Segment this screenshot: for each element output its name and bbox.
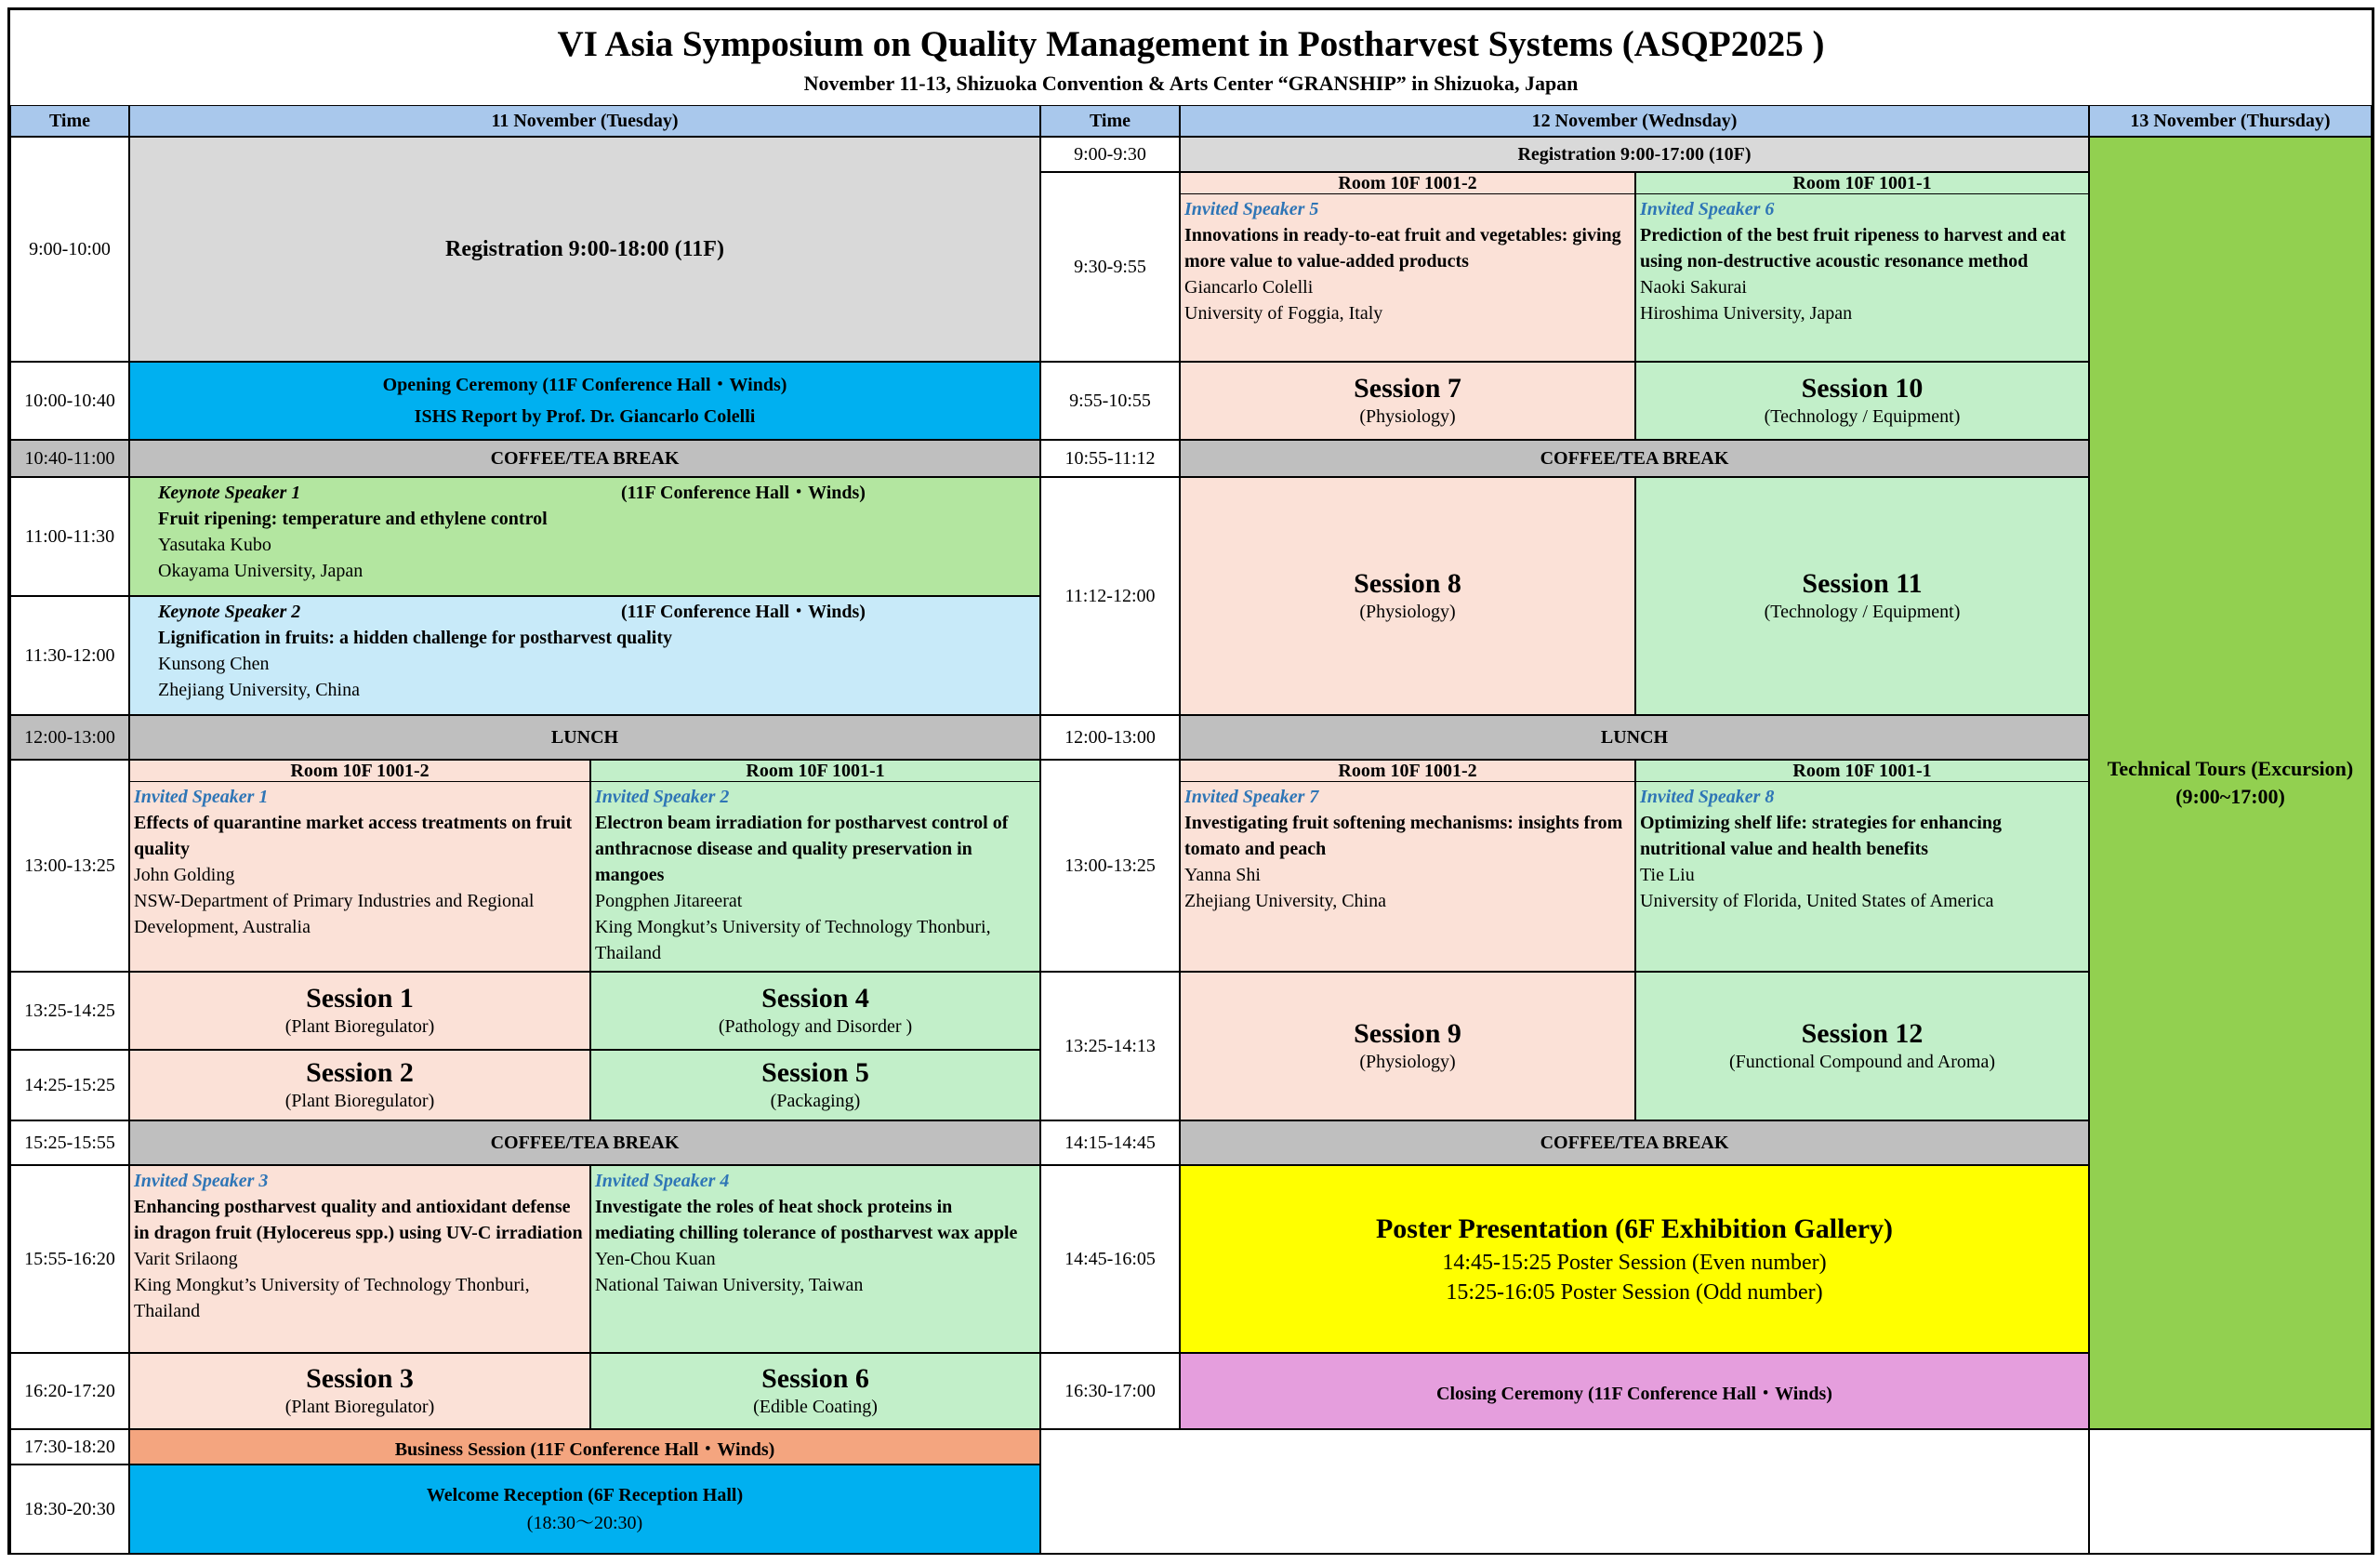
day1-coffee-break-1: COFFEE/TEA BREAK: [129, 440, 1040, 477]
time-slot: 14:45-16:05: [1040, 1165, 1180, 1353]
speaker-role: Invited Speaker 6: [1640, 199, 1775, 219]
time-column-header-day2: Time: [1040, 105, 1180, 137]
session-title: Session 10: [1801, 373, 1924, 404]
session-title: Session 9: [1354, 1018, 1461, 1049]
session-5: [590, 1050, 1040, 1120]
time-slot: 10:00-10:40: [10, 362, 129, 440]
time-slot: 11:30-12:00: [10, 596, 129, 715]
invited-speaker-7-cell: [1180, 760, 1635, 972]
poster-session-odd: 15:25-16:05 Poster Session (Odd number): [1446, 1280, 1823, 1305]
keynote-venue: (11F Conference Hall・Winds): [621, 483, 866, 503]
keynote-affiliation: Zhejiang University, China: [158, 680, 360, 700]
speaker-name: John Golding: [134, 865, 235, 885]
opening-ceremony-title: Opening Ceremony (11F Conference Hall・Winds): [382, 375, 787, 395]
keynote-name: Yasutaka Kubo: [158, 535, 271, 555]
speaker-talk: Enhancing postharvest quality and antioxidant defense in dragon fruit (Hylocereus spp.) using UV-C irradiation: [134, 1197, 583, 1243]
session-title: Session 4: [761, 983, 869, 1014]
keynote-role: Keynote Speaker 1: [158, 483, 301, 503]
invited-speaker-2-cell: [590, 760, 1040, 972]
time-slot: 9:30-9:55: [1040, 172, 1180, 362]
empty-cell: [2089, 1429, 2372, 1554]
session-topic: (Technology / Equipment): [1764, 406, 1961, 427]
time-slot: 15:25-15:55: [10, 1120, 129, 1165]
session-topic: (Plant Bioregulator): [284, 1091, 435, 1111]
session-title: Session 5: [761, 1057, 869, 1088]
speaker-role: Invited Speaker 3: [134, 1171, 269, 1191]
time-slot: 18:30-20:30: [10, 1465, 129, 1554]
poster-session-even: 14:45-15:25 Poster Session (Even number): [1442, 1251, 1827, 1275]
session-topic: (Edible Coating): [753, 1397, 878, 1417]
empty-cell: [1040, 1429, 2089, 1554]
room-label: Room 10F 1001-1: [1636, 761, 2088, 782]
session-topic: (Physiology): [1359, 1052, 1456, 1072]
session-12: [1635, 972, 2089, 1120]
day1-coffee-break-2: COFFEE/TEA BREAK: [129, 1120, 1040, 1165]
invited-speaker-8-cell: [1635, 760, 2089, 972]
session-topic: (Plant Bioregulator): [284, 1397, 435, 1417]
speaker-role: Invited Speaker 2: [595, 787, 730, 807]
time-slot: 10:55-11:12: [1040, 440, 1180, 477]
speaker-talk: Investigating fruit softening mechanisms: insights from tomato and peach: [1184, 813, 1623, 859]
session-7: [1180, 362, 1635, 440]
page-title: VI Asia Symposium on Quality Management in Postharvest Systems (ASQP2025 ): [557, 24, 1825, 64]
session-2: [129, 1050, 590, 1120]
speaker-name: Varit Srilaong: [134, 1249, 238, 1269]
session-title: Session 2: [306, 1057, 414, 1088]
technical-tours-title: Technical Tours (Excursion): [2107, 757, 2354, 780]
session-topic: (Functional Compound and Aroma): [1728, 1052, 1996, 1072]
invited-speaker-1-cell: [129, 760, 590, 972]
speaker-talk: Innovations in ready-to-eat fruit and vegetables: giving more value to value-added products: [1184, 225, 1621, 272]
time-slot: 10:40-11:00: [10, 440, 129, 477]
speaker-talk: Effects of quarantine market access treatments on fruit quality: [134, 813, 573, 859]
day2-coffee-break-2: COFFEE/TEA BREAK: [1180, 1120, 2089, 1165]
speaker-name: Yen-Chou Kuan: [595, 1249, 716, 1269]
room-label: Room 10F 1001-2: [1181, 761, 1634, 782]
day1-registration: Registration 9:00-18:00 (11F): [129, 137, 1040, 362]
keynote-venue: (11F Conference Hall・Winds): [621, 602, 866, 622]
day1-header: 11 November (Tuesday): [129, 105, 1040, 137]
poster-presentation: [1180, 1165, 2089, 1353]
invited-speaker-3-cell: [129, 1165, 590, 1353]
speaker-talk: Prediction of the best fruit ripeness to harvest and eat using non-destructive acoustic resonance method: [1640, 225, 2066, 272]
invited-speaker-4-cell: [590, 1165, 1040, 1353]
speaker-role: Invited Speaker 1: [134, 787, 269, 807]
session-topic: (Plant Bioregulator): [284, 1016, 435, 1037]
welcome-reception: [129, 1465, 1040, 1554]
speaker-affiliation: King Mongkut’s University of Technology Thonburi, Thailand: [134, 1275, 530, 1321]
speaker-affiliation: NSW-Department of Primary Industries and Regional Development, Australia: [134, 891, 535, 937]
session-topic: (Technology / Equipment): [1764, 602, 1961, 622]
session-title: Session 12: [1801, 1018, 1924, 1049]
ishs-report: ISHS Report by Prof. Dr. Giancarlo Colelli: [414, 406, 756, 427]
closing-ceremony: Closing Ceremony (11F Conference Hall・Winds): [1180, 1353, 2089, 1429]
speaker-role: Invited Speaker 4: [595, 1171, 730, 1191]
room-label: Room 10F 1001-1: [591, 761, 1039, 782]
session-title: Session 3: [306, 1363, 414, 1394]
session-3: [129, 1353, 590, 1429]
session-topic: (Packaging): [770, 1091, 861, 1111]
session-title: Session 1: [306, 983, 414, 1014]
schedule-header: [10, 10, 2372, 105]
technical-tours-time: (9:00~17:00): [2175, 785, 2285, 808]
day1-lunch: LUNCH: [129, 715, 1040, 760]
time-slot: 9:00-10:00: [10, 137, 129, 362]
invited-speaker-6-cell: [1635, 172, 2089, 362]
session-9: [1180, 972, 1635, 1120]
session-title: Session 11: [1802, 568, 1923, 599]
session-title: Session 6: [761, 1363, 869, 1394]
speaker-talk: Optimizing shelf life: strategies for enhancing nutritional value and health benefits: [1640, 813, 2003, 859]
time-slot: 9:00-9:30: [1040, 137, 1180, 172]
session-title: Session 8: [1354, 568, 1461, 599]
time-slot: 16:20-17:20: [10, 1353, 129, 1429]
keynote-name: Kunsong Chen: [158, 654, 270, 674]
session-title: Session 7: [1354, 373, 1461, 404]
session-8: [1180, 477, 1635, 715]
day1-opening-ceremony: [129, 362, 1040, 440]
speaker-talk: Electron beam irradiation for postharvest control of anthracnose disease and quality preservation in mangoes: [595, 813, 1009, 885]
speaker-name: Pongphen Jitareerat: [595, 891, 743, 911]
welcome-reception-time: (18:30～20:30): [526, 1513, 643, 1533]
time-slot: 16:30-17:00: [1040, 1353, 1180, 1429]
keynote-role: Keynote Speaker 2: [158, 602, 301, 622]
keynote-speaker-1: [129, 477, 1040, 596]
speaker-affiliation: Zhejiang University, China: [1184, 891, 1386, 911]
poster-title: Poster Presentation (6F Exhibition Gallery): [1375, 1213, 1894, 1244]
speaker-role: Invited Speaker 8: [1640, 787, 1775, 807]
time-column-header-day1: Time: [10, 105, 129, 137]
time-slot: 14:25-15:25: [10, 1050, 129, 1120]
keynote-affiliation: Okayama University, Japan: [158, 561, 364, 581]
time-slot: 13:25-14:25: [10, 972, 129, 1050]
session-1: [129, 972, 590, 1050]
speaker-name: Yanna Shi: [1184, 865, 1261, 885]
page-subtitle: November 11-13, Shizuoka Convention & Arts Center “GRANSHIP” in Shizuoka, Japan: [803, 72, 1579, 95]
speaker-talk: Investigate the roles of heat shock proteins in mediating chilling tolerance of postharvest wax apple: [595, 1197, 1018, 1243]
day3-header: 13 November (Thursday): [2089, 105, 2372, 137]
speaker-role: Invited Speaker 7: [1184, 787, 1319, 807]
speaker-name: Naoki Sakurai: [1640, 277, 1747, 298]
room-label: Room 10F 1001-2: [1181, 173, 1634, 194]
keynote-talk: Lignification in fruits: a hidden challenge for postharvest quality: [158, 628, 673, 648]
time-slot: 13:25-14:13: [1040, 972, 1180, 1120]
business-session: Business Session (11F Conference Hall・Winds): [129, 1429, 1040, 1465]
time-slot: 17:30-18:20: [10, 1429, 129, 1465]
time-slot: 13:00-13:25: [10, 760, 129, 972]
invited-speaker-5-cell: [1180, 172, 1635, 362]
speaker-affiliation: University of Foggia, Italy: [1184, 303, 1383, 324]
time-slot: 15:55-16:20: [10, 1165, 129, 1353]
room-label: Room 10F 1001-2: [130, 761, 589, 782]
keynote-speaker-2: [129, 596, 1040, 715]
speaker-name: Tie Liu: [1640, 865, 1695, 885]
session-10: [1635, 362, 2089, 440]
technical-tours: [2089, 137, 2372, 1429]
speaker-name: Giancarlo Colelli: [1184, 277, 1314, 298]
time-slot: 12:00-13:00: [10, 715, 129, 760]
time-slot: 13:00-13:25: [1040, 760, 1180, 972]
day2-header: 12 November (Wednsday): [1180, 105, 2089, 137]
session-4: [590, 972, 1040, 1050]
session-11: [1635, 477, 2089, 715]
speaker-affiliation: University of Florida, United States of America: [1640, 891, 1994, 911]
speaker-affiliation: National Taiwan University, Taiwan: [595, 1275, 864, 1295]
session-topic: (Physiology): [1359, 406, 1456, 427]
session-topic: (Pathology and Disorder ): [718, 1016, 913, 1037]
speaker-affiliation: King Mongkut’s University of Technology Thonburi, Thailand: [595, 917, 991, 963]
time-slot: 9:55-10:55: [1040, 362, 1180, 440]
time-slot: 14:15-14:45: [1040, 1120, 1180, 1165]
time-slot: 11:00-11:30: [10, 477, 129, 596]
day2-lunch: LUNCH: [1180, 715, 2089, 760]
session-topic: (Physiology): [1359, 602, 1456, 622]
time-slot: 12:00-13:00: [1040, 715, 1180, 760]
session-6: [590, 1353, 1040, 1429]
speaker-role: Invited Speaker 5: [1184, 199, 1319, 219]
day2-coffee-break-1: COFFEE/TEA BREAK: [1180, 440, 2089, 477]
keynote-talk: Fruit ripening: temperature and ethylene control: [158, 509, 548, 529]
time-slot: 11:12-12:00: [1040, 477, 1180, 715]
room-label: Room 10F 1001-1: [1636, 173, 2088, 194]
day2-registration: Registration 9:00-17:00 (10F): [1180, 137, 2089, 172]
welcome-reception-title: Welcome Reception (6F Reception Hall): [426, 1485, 744, 1505]
speaker-affiliation: Hiroshima University, Japan: [1640, 303, 1853, 324]
program-schedule: [7, 7, 2374, 1555]
